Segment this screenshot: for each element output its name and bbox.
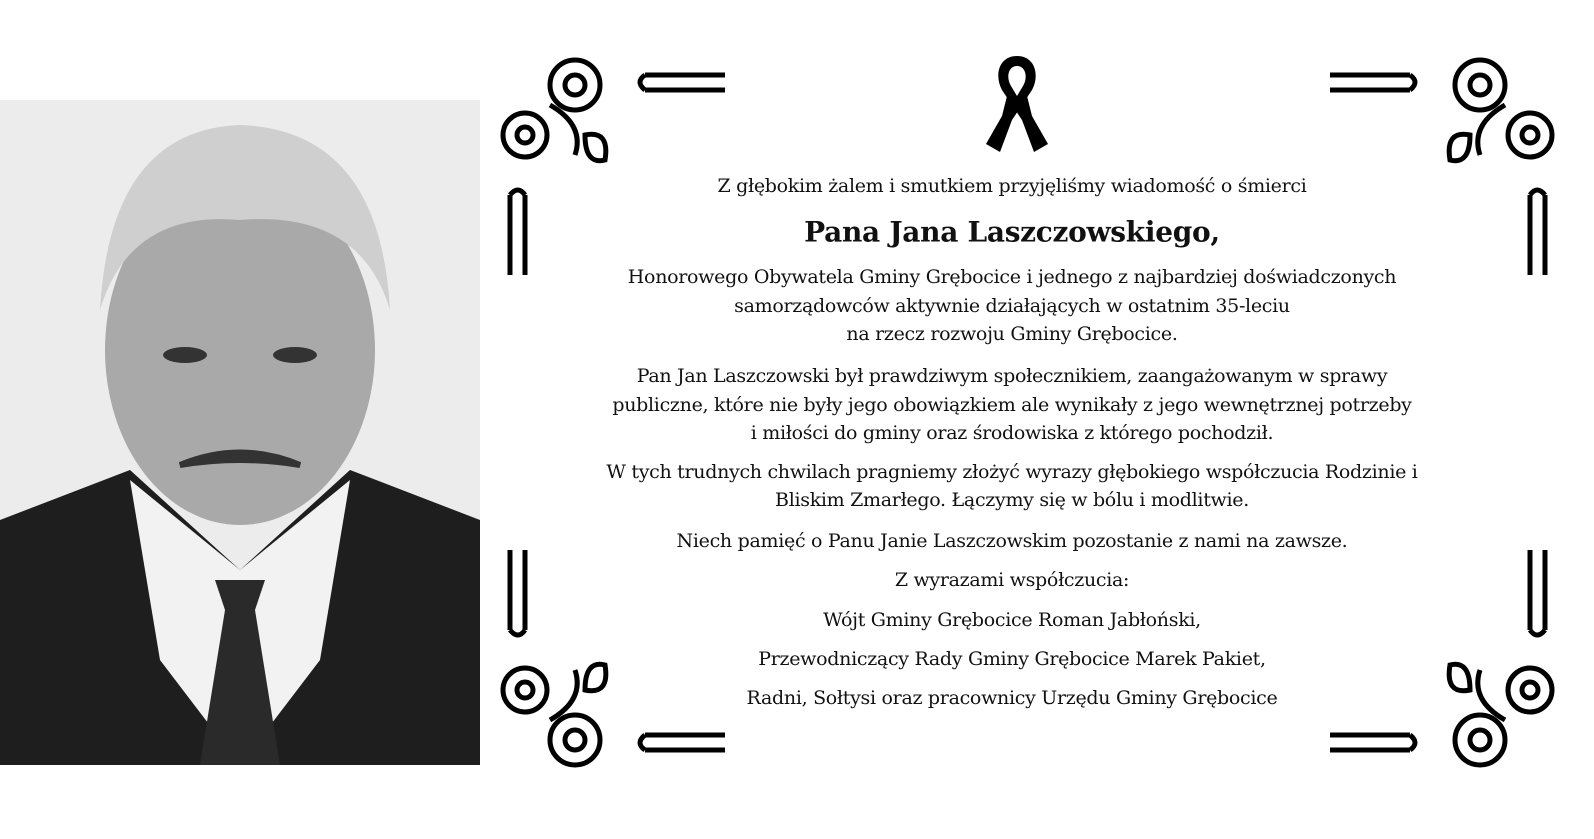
paragraph-3-line: W tych trudnych chwilach pragniemy złożyć wyrazy głębokiego współczucia Rodzinie i xyxy=(606,461,1418,483)
paragraph-4: Niech pamięć o Panu Janie Laszczowskim pozostanie z nami na zawsze. xyxy=(676,530,1348,552)
paragraph-2-line: Pan Jan Laszczowski był prawdziwym społecznikiem, zaangażowanym w sprawy xyxy=(636,365,1388,387)
paragraph-2-line: i miłości do gminy oraz środowiska z którego pochodził. xyxy=(750,422,1274,444)
mourning-ribbon-icon xyxy=(984,50,1050,154)
paragraph-1-line: na rzecz rozwoju Gminy Grębocice. xyxy=(846,323,1178,345)
paragraph-3-line: Bliskim Zmarłego. Łączymy się w bólu i modlitwie. xyxy=(775,489,1249,511)
paragraph-2-line: publiczne, które nie były jego obowiązkiem ale wynikały z jego wewnętrznej potrzeby xyxy=(612,394,1412,416)
paragraph-1-line: samorządowców aktywnie działających w ostatnim 35-leciu xyxy=(734,295,1290,317)
portrait-photo xyxy=(0,100,480,765)
signature-line: Wójt Gminy Grębocice Roman Jabłoński, xyxy=(823,609,1201,631)
signature-line: Przewodniczący Rady Gminy Grębocice Marek Pakiet, xyxy=(758,648,1266,670)
deceased-name: Pana Jana Laszczowskiego, xyxy=(804,215,1220,249)
paragraph-1-line: Honorowego Obywatela Gminy Grębocice i jednego z najbardziej doświadczonych xyxy=(627,266,1397,288)
signature-line: Radni, Sołtysi oraz pracownicy Urzędu Gminy Grębocice xyxy=(746,687,1278,709)
closing-text: Z wyrazami współczucia: xyxy=(894,569,1130,591)
intro-text: Z głębokim żalem i smutkiem przyjęliśmy wiadomość o śmierci xyxy=(717,175,1307,197)
